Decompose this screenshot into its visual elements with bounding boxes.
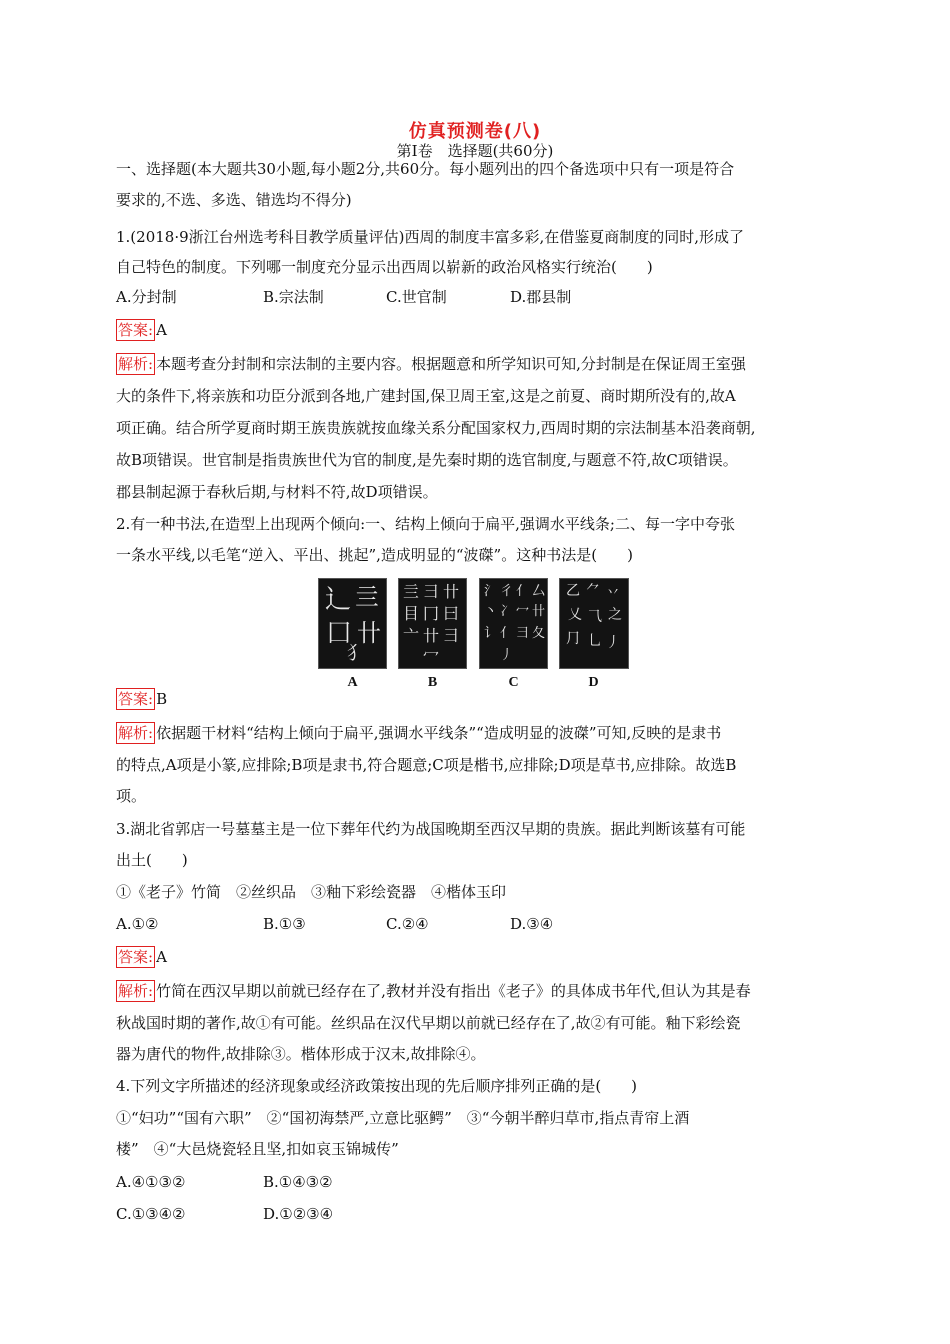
image-caption-a: A	[347, 675, 358, 690]
answer-tag: 答案:	[118, 321, 154, 339]
q1-option-a: A.分封制	[116, 288, 177, 306]
q3-answer-value: A	[156, 948, 167, 966]
image-caption-b: B	[427, 675, 438, 690]
q3-option-a: A.①②	[116, 915, 159, 933]
q2-answer-value: B	[156, 690, 168, 708]
analysis-tag: 解析:	[118, 355, 154, 373]
q2-answer	[116, 687, 167, 711]
q1-option-d: D.郡县制	[510, 288, 572, 306]
answer-tag: 答案:	[118, 948, 154, 966]
q1-stem-line-2: 自己特色的制度。下列哪一制度充分显示出西周以崭新的政治风格实行统治( )	[116, 258, 653, 276]
calligraphy-image-d: 乙 ⺈ 丷 乂 ⺄ 之 ⺆ 乚 丿	[559, 578, 629, 669]
instructions-line-1: 一、选择题(本大题共30小题,每小题2分,共60分。每小题列出的四个备选项中只有一项是符合	[116, 160, 735, 178]
q1-answer	[116, 318, 167, 342]
q1-option-b: B.宗法制	[263, 288, 324, 306]
q4-items-line-1: ①“妇功”“国有六职” ②“国初海禁严,立意比驱鳄” ③“今朝半醉归草市,指点青帘上酒	[116, 1109, 690, 1127]
q3-analysis-line-3: 器为唐代的物件,故排除③。楷体形成于汉末,故排除④。	[116, 1045, 486, 1063]
q1-analysis-line-3: 项正确。结合所学夏商时期王族贵族就按血缘关系分配国家权力,西周时期的宗法制基本沿袭商朝,	[116, 419, 756, 437]
q4-option-c: C.①③④②	[116, 1205, 186, 1223]
calligraphy-images	[318, 578, 636, 690]
q3-stem-line-2: 出土( )	[116, 851, 188, 869]
q4-option-a: A.④①③②	[116, 1173, 186, 1191]
section-title: 第Ⅰ卷 选择题(共60分)	[396, 142, 554, 160]
q2-stem-line-1: 2.有一种书法,在造型上出现两个倾向:一、结构上倾向于扁平,强调水平线条;二、每一字中夸张	[116, 515, 735, 533]
q1-analysis-line-1: 解析: 本题考查分封制和宗法制的主要内容。根据题意和所学知识可知,分封制是在保证周王室强	[118, 355, 746, 373]
q2-analysis-line-1: 解析: 依据题干材料“结构上倾向于扁平,强调水平线条”“造成明显的波磔”可知,反映的是隶书	[118, 724, 722, 742]
q3-answer	[116, 945, 167, 969]
exam-title: 仿真预测卷(八)	[408, 121, 542, 142]
q3-option-d: D.③④	[510, 915, 554, 933]
image-caption-c: C	[508, 675, 519, 690]
calligraphy-image-c: 氵 彳 亻 厶 丶 冫 冖 卄 讠 亻 彐 夂 丿	[479, 578, 548, 669]
q1-analysis-line-5: 郡县制起源于春秋后期,与材料不符,故D项错误。	[116, 483, 438, 501]
q3-analysis-line-1: 解析: 竹简在西汉早期以前就已经存在了,教材并没有指出《老子》的具体成书年代,但认为其是春	[118, 982, 751, 1000]
q2-stem-line-2: 一条水平线,以毛笔“逆入、平出、挑起”,造成明显的“波磔”。这种书法是( )	[116, 546, 633, 564]
q3-option-b: B.①③	[263, 915, 306, 933]
image-caption-d: D	[588, 675, 599, 690]
q4-stem: 4.下列文字所描述的经济现象或经济政策按出现的先后顺序排列正确的是( )	[116, 1077, 638, 1095]
analysis-tag: 解析:	[118, 724, 154, 742]
instructions-line-2: 要求的,不选、多选、错选均不得分)	[116, 191, 352, 209]
q1-analysis-line-4: 故B项错误。世官制是指贵族世代为官的制度,是先秦时期的选官制度,与题意不符,故C项错误。	[116, 451, 738, 469]
q4-option-b: B.①④③②	[263, 1173, 333, 1191]
q1-analysis-line-2: 大的条件下,将亲族和功臣分派到各地,广建封国,保卫周王室,这是之前夏、商时期所没有的,故A	[116, 387, 736, 405]
q3-analysis-line-2: 秋战国时期的著作,故①有可能。丝织品在汉代早期以前就已经存在了,故②有可能。釉下彩绘瓷	[116, 1014, 741, 1032]
q4-items-line-2: 楼” ④“大邑烧瓷轻且坚,扣如哀玉锦城传”	[116, 1140, 399, 1158]
q1-option-c: C.世官制	[386, 288, 447, 306]
q2-analysis-line-2: 的特点,A项是小篆,应排除;B项是隶书,符合题意;C项是楷书,应排除;D项是草书,应排除。故选B	[116, 756, 737, 774]
q3-items: ①《老子》竹简 ②丝织品 ③釉下彩绘瓷器 ④楷体玉印	[116, 883, 507, 901]
answer-tag: 答案:	[118, 690, 154, 708]
q1-stem-line-1: 1.(2018·9浙江台州选考科目教学质量评估)西周的制度丰富多彩,在借鉴夏商制度的同时,形成了	[116, 228, 745, 246]
analysis-tag: 解析:	[118, 982, 154, 1000]
q2-analysis-line-3: 项。	[116, 787, 147, 805]
q1-answer-value: A	[156, 321, 167, 339]
q3-stem-line-1: 3.湖北省郭店一号墓墓主是一位下葬年代约为战国晚期至西汉早期的贵族。据此判断该墓有可能	[116, 820, 746, 838]
q3-option-c: C.②④	[386, 915, 429, 933]
q4-option-d: D.①②③④	[263, 1205, 334, 1223]
calligraphy-image-b: 亖 彐 卄 目 冂 曰 亠 卄 彐 冖	[398, 578, 467, 669]
calligraphy-image-a: ⻌ 亖 囗 卄 ⺨	[318, 578, 387, 669]
